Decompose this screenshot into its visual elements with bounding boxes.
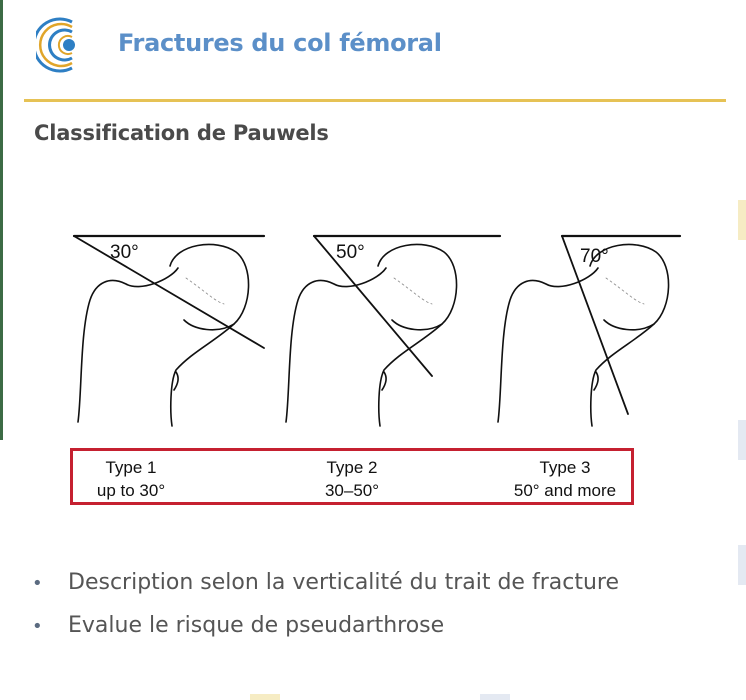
angle-label-1: 30° bbox=[110, 242, 139, 263]
bullet-text: Evalue le risque de pseudarthrose bbox=[68, 613, 445, 638]
logo-icon bbox=[36, 14, 78, 76]
decor-block bbox=[738, 545, 746, 585]
type-1-name: Type 1 bbox=[105, 458, 157, 477]
page-title: Fractures du col fémoral bbox=[118, 29, 442, 57]
type-legend-box bbox=[70, 448, 634, 505]
list-item bbox=[32, 613, 732, 656]
left-edge-stripe bbox=[0, 0, 3, 440]
decor-block bbox=[738, 420, 746, 460]
list-item bbox=[32, 570, 732, 613]
femur-type-1 bbox=[74, 236, 264, 426]
bullet-list bbox=[32, 570, 732, 656]
section-subtitle: Classification de Pauwels bbox=[34, 121, 329, 145]
type-3-name: Type 3 bbox=[539, 458, 591, 477]
decor-block bbox=[738, 200, 746, 240]
bullet-icon: • bbox=[32, 616, 43, 637]
decor-block bbox=[480, 694, 510, 700]
angle-label-2: 50° bbox=[336, 242, 365, 263]
bullet-text: Description selon la verticalité du trait de fracture bbox=[68, 570, 619, 595]
femur-type-2 bbox=[286, 236, 500, 426]
type-2-name: Type 2 bbox=[326, 458, 378, 477]
decor-block bbox=[250, 694, 280, 700]
bullet-icon: • bbox=[32, 573, 43, 594]
type-2-col bbox=[295, 456, 409, 502]
type-1-range: up to 30° bbox=[96, 481, 166, 500]
type-2-range: 30–50° bbox=[324, 481, 380, 500]
type-3-range: 50° and more bbox=[513, 481, 617, 500]
angle-label-3: 70° bbox=[580, 246, 609, 267]
title-divider bbox=[24, 99, 726, 102]
type-3-col bbox=[495, 456, 635, 502]
type-1-col bbox=[79, 456, 183, 502]
